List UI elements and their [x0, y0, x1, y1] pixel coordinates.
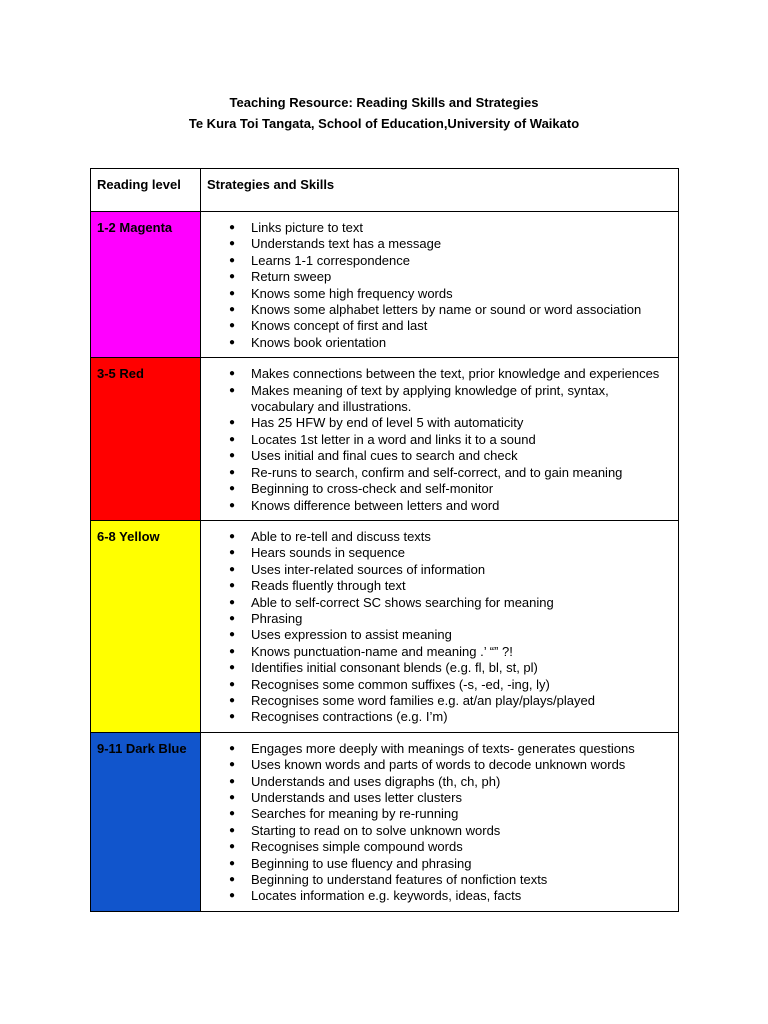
- list-item: ● Re-runs to search, confirm and self-correct, and to gain meaning: [229, 465, 674, 481]
- level-cell: [91, 358, 201, 521]
- list-item: ● Identifies initial consonant blends (e.g. fl, bl, st, pl): [229, 660, 674, 676]
- list-item: ● Beginning to understand features of nonfiction texts: [229, 872, 674, 888]
- list-item: ● Beginning to use fluency and phrasing: [229, 856, 674, 872]
- list-item: ● Uses known words and parts of words to decode unknown words: [229, 757, 674, 773]
- table-row: [91, 732, 679, 911]
- header-cell-skills: [201, 169, 679, 212]
- list-item: ● Searches for meaning by re-running: [229, 806, 674, 822]
- list-item: ● Knows book orientation: [229, 335, 674, 351]
- list-item: ● Engages more deeply with meanings of texts- generates questions: [229, 741, 674, 757]
- document-title: Teaching Resource: Reading Skills and Strategies: [229, 95, 539, 110]
- list-item: ● Able to self-correct SC shows searching for meaning: [229, 595, 674, 611]
- list-item: ● Locates 1st letter in a word and links it to a sound: [229, 432, 674, 448]
- list-item: ● Uses expression to assist meaning: [229, 627, 674, 643]
- list-item: ● Learns 1-1 correspondence: [229, 253, 674, 269]
- skills-cell: [201, 212, 679, 358]
- list-item: ● Makes connections between the text, prior knowledge and experiences: [229, 366, 674, 382]
- table-header-row: [91, 169, 679, 212]
- level-cell: [91, 212, 201, 358]
- list-item: ● Phrasing: [229, 611, 674, 627]
- list-item: ● Uses inter-related sources of information: [229, 562, 674, 578]
- list-item: ● Beginning to cross-check and self-monitor: [229, 481, 674, 497]
- list-item: ● Able to re-tell and discuss texts: [229, 529, 674, 545]
- header-label-level: Reading level: [97, 177, 181, 192]
- table-row: [91, 212, 679, 358]
- skills-cell: [201, 732, 679, 911]
- list-item: ● Recognises simple compound words: [229, 839, 674, 855]
- header-label-skills: Strategies and Skills: [207, 177, 335, 192]
- skills-cell: [201, 358, 679, 521]
- level-label: 9-11 Dark Blue: [97, 740, 187, 756]
- list-item: ● Knows punctuation-name and meaning .’ “” ?!: [229, 644, 674, 660]
- reading-levels-table: [90, 168, 679, 912]
- list-item: ● Recognises some common suffixes (-s, -ed, -ing, ly): [229, 677, 674, 693]
- list-item: ● Knows difference between letters and word: [229, 498, 674, 514]
- list-item: ● Recognises some word families e.g. at/an play/plays/played: [229, 693, 674, 709]
- level-label: 3-5 Red: [97, 366, 144, 382]
- skills-cell: [201, 520, 679, 732]
- list-item: ● Knows some high frequency words: [229, 286, 674, 302]
- level-label: 6-8 Yellow: [97, 528, 160, 544]
- list-item: ● Starting to read on to solve unknown words: [229, 823, 674, 839]
- list-item: ● Return sweep: [229, 269, 674, 285]
- level-cell: [91, 732, 201, 911]
- list-item: ● Locates information e.g. keywords, ideas, facts: [229, 888, 674, 904]
- table-row: [91, 358, 679, 521]
- skills-list: [201, 358, 678, 520]
- skills-list: [201, 521, 678, 732]
- level-label: 1-2 Magenta: [97, 220, 173, 235]
- list-item: ● Uses initial and final cues to search and check: [229, 448, 674, 464]
- list-item: ● Has 25 HFW by end of level 5 with automaticity: [229, 415, 674, 431]
- list-item: ● Understands and uses digraphs (th, ch, ph): [229, 774, 674, 790]
- skills-list: [201, 733, 678, 911]
- title-block: [0, 92, 768, 134]
- level-cell: [91, 520, 201, 732]
- list-item: ● Knows some alphabet letters by name or sound or word association: [229, 302, 674, 318]
- document-subtitle: Te Kura Toi Tangata, School of Education,University of Waikato: [188, 116, 580, 131]
- header-cell-level: [91, 169, 201, 212]
- list-item: ● Understands text has a message: [229, 236, 674, 252]
- table-row: [91, 520, 679, 732]
- list-item: ● Hears sounds in sequence: [229, 545, 674, 561]
- list-item: ● Reads fluently through text: [229, 578, 674, 594]
- list-item: ● Links picture to text: [229, 220, 674, 236]
- list-item: ● Understands and uses letter clusters: [229, 790, 674, 806]
- list-item: ● Makes meaning of text by applying knowledge of print, syntax, vocabulary and illustrations.: [229, 383, 674, 416]
- list-item: ● Recognises contractions (e.g. I’m): [229, 709, 674, 725]
- skills-list: [201, 212, 678, 357]
- list-item: ● Knows concept of first and last: [229, 318, 674, 334]
